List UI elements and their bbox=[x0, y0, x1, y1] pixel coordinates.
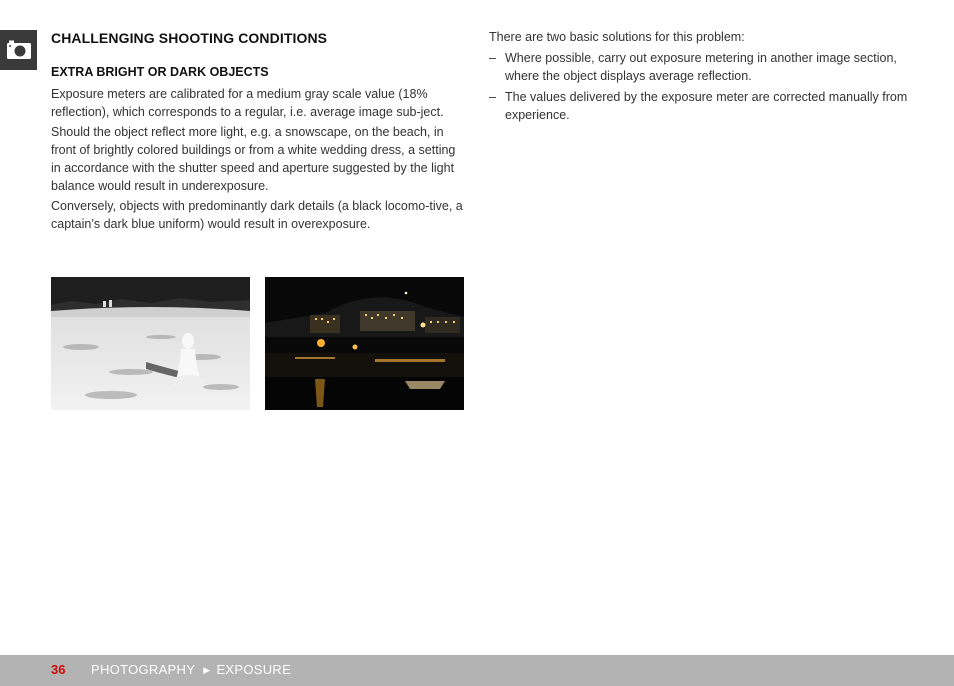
section-tab bbox=[0, 30, 37, 70]
section-heading: CHALLENGING SHOOTING CONDITIONS bbox=[51, 30, 328, 46]
example-photos bbox=[51, 277, 465, 410]
paragraph: Exposure meters are calibrated for a medium gray scale value (18% reflection), which corresponds to a regular, i.e. average image sub-ject. bbox=[51, 87, 444, 119]
night-city-photo bbox=[265, 277, 464, 410]
list-dash: – bbox=[489, 90, 496, 104]
breadcrumb bbox=[91, 662, 291, 677]
left-column bbox=[51, 28, 467, 235]
paragraph: Should the object reflect more light, e.g. a snowscape, on the beach, in front of brightly colored buildings or from a white wedding dress, a setting in accordance with the shutter speed and aperture suggested by the light balance would result in underexposure. bbox=[51, 125, 456, 193]
list-item-text: Where possible, carry out exposure metering in another image section, where the object displays average reflection. bbox=[505, 51, 897, 83]
list-dash: – bbox=[489, 51, 496, 65]
page-number: 36 bbox=[51, 662, 66, 677]
list-item bbox=[489, 88, 909, 124]
subheading: EXTRA BRIGHT OR DARK OBJECTS bbox=[51, 65, 269, 79]
camera-icon bbox=[6, 39, 32, 61]
breadcrumb-separator-icon: ▶ bbox=[203, 665, 211, 675]
list-item bbox=[489, 49, 909, 85]
right-column bbox=[489, 28, 909, 127]
snowscape-photo bbox=[51, 277, 250, 410]
solutions-list bbox=[489, 49, 909, 124]
breadcrumb-item: PHOTOGRAPHY bbox=[91, 662, 196, 677]
list-item-text: The values delivered by the exposure meter are corrected manually from experience. bbox=[505, 90, 908, 122]
solutions-intro: There are two basic solutions for this problem: bbox=[489, 30, 745, 44]
breadcrumb-item: EXPOSURE bbox=[216, 662, 292, 677]
page-footer bbox=[0, 655, 954, 686]
paragraph: Conversely, objects with predominantly dark details (a black locomo-tive, a captain’s dark blue uniform) would result in overexposure. bbox=[51, 199, 463, 231]
